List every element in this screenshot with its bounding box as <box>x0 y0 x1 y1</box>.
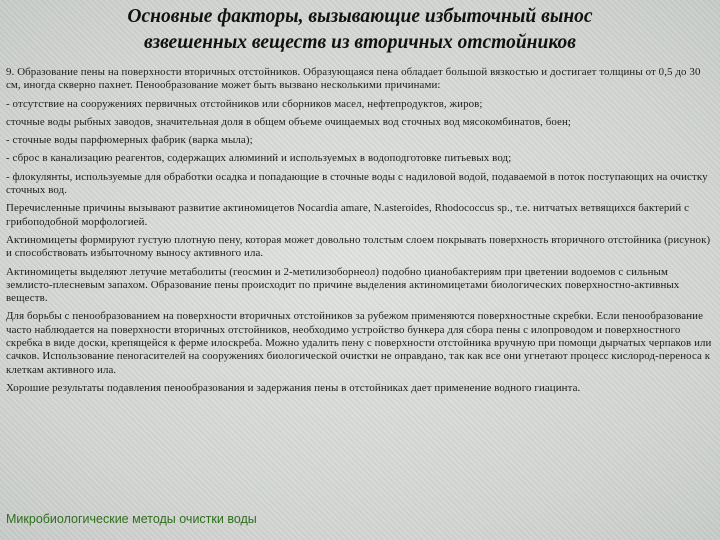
paragraph: сточные воды рыбных заводов, значительная доля в общем объеме очищаемых вод сточных вод мясокомбинатов, боен; <box>6 115 572 128</box>
footer-caption: Микробиологические методы очистки воды <box>6 512 257 526</box>
paragraph: Перечисленные причины вызывают развитие актиномицетов Nocardia amare, N.asteroides, Rhodococcus sp., т.е. нитчатых ветвящихся бактерий с грибоподобной морфологией. <box>6 202 690 228</box>
title-line-2: взвешенных веществ из вторичных отстойников <box>144 32 576 53</box>
paragraph: Хорошие результаты подавления пенообразования и задержания пены в отстойниках дает применение водного гиацинта. <box>6 381 581 394</box>
paragraph: Для борьбы с пенообразованием на поверхности вторичных отстойников за рубежом применяются поверхностные скребки. Если пенообразование часто наблюдается на поверхности вторичных отстойников, необходимо устройство бункера для сбора пены с илопроводом и поверхностного скребка в виде доски, крепящейся к ферме илоскреба. Можно удалить пену с поверхности отстойника вручную при помощи дырчатых черпаков или сачков. Использование пеногасителей на сооружениях биологической очистки не оправдано, так как все они угнетают процесс кислород-переноса к клеткам активного ила. <box>6 310 712 376</box>
title-line-1: Основные факторы, вызывающие избыточный вынос <box>127 6 593 27</box>
paragraph: - флокулянты, используемые для обработки осадка и попадающие в сточные воды с надиловой водой, подаваемой в поток поступающих на очистку сточных вод. <box>6 170 708 197</box>
paragraph: - сточные воды парфюмерных фабрик (варка мыла); <box>6 134 253 147</box>
slide-body <box>6 66 712 400</box>
paragraph: Актиномицеты формируют густую плотную пену, которая может довольно толстым слоем покрывать поверхность вторичного отстойника (рисунок) и способствовать избыточному выносу активного ила. <box>6 233 711 260</box>
paragraph: 9. Образование пены на поверхности вторичных отстойников. Образующаяся пена обладает большой вязкостью и достигает толщины от 0,5 до 30 см, иногда скверно пахнет. Пенообразование может быть вызвано несколькими причинами: <box>6 66 701 92</box>
paragraph: - сброс в канализацию реагентов, содержащих алюминий и используемых в водоподготовке питьевых вод; <box>6 152 512 165</box>
paragraph: Актиномицеты выделяют летучие метаболиты (геосмин и 2-метилизоборнеол) подобно цианобактериям при цветении водоемов с сильным землисто-плесневым запахом. Образование пены происходит по причине выделения актиномицетами биологических поверхностно-активных веществ. <box>6 265 680 305</box>
paragraph: - отсутствие на сооружениях первичных отстойников или сборников масел, нефтепродуктов, жиров; <box>6 97 483 110</box>
slide-title <box>20 4 700 56</box>
